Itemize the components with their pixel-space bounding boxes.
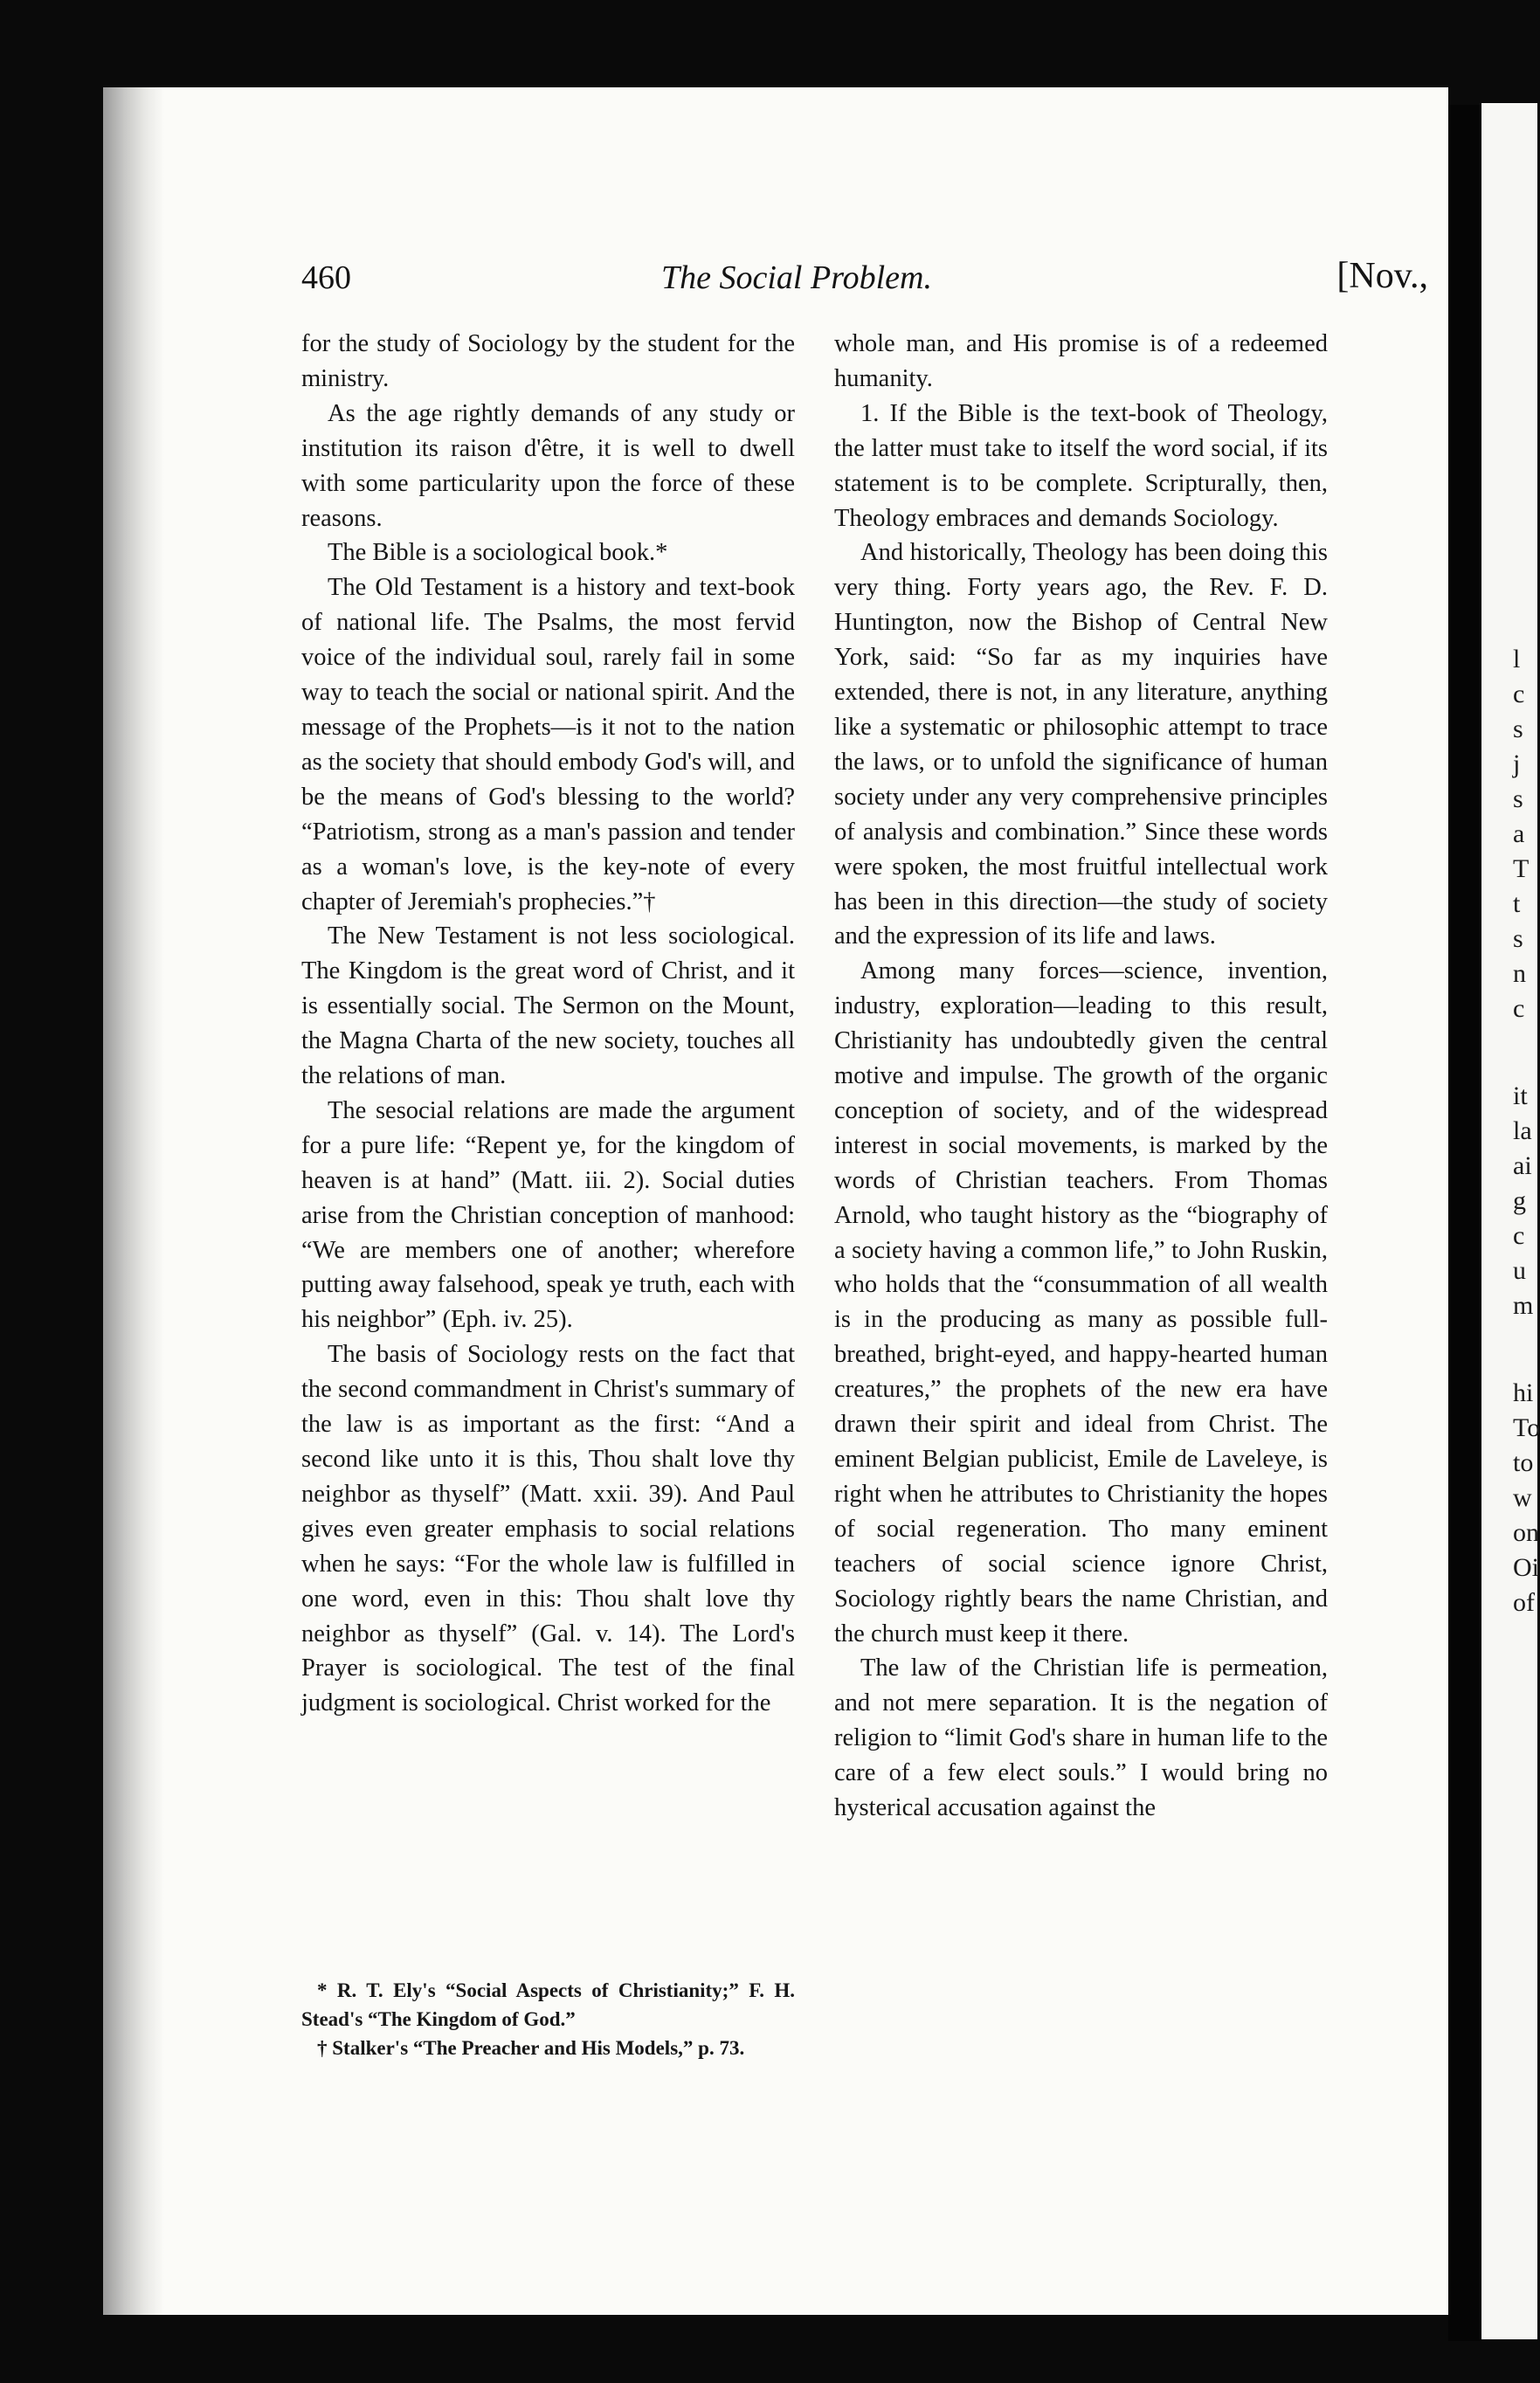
paragraph: The Old Testament is a history and text-book of national life. The Psalms, the most fervid voice of the individual soul, rarely fail in some way to teach the social or national spirit. And the message of the Prophets—is it not to the nation as the society that should embody God's will, and be the means of God's blessing to the world? “Patriotism, strong as a man's passion and tender as a woman's love, is the key-note of every chapter of Jeremiah's prophecies.”† bbox=[301, 574, 795, 915]
paragraph: for the study of Sociology by the student for the ministry. bbox=[301, 330, 795, 392]
next-page-text-fragment: a bbox=[1513, 819, 1525, 848]
next-page-text-fragment: m bbox=[1513, 1291, 1534, 1320]
page-edge bbox=[103, 87, 164, 2315]
next-page-text-fragment: T bbox=[1513, 854, 1530, 883]
running-title: The Social Problem. bbox=[661, 259, 932, 296]
next-page-text-fragment: ai bbox=[1513, 1151, 1532, 1180]
paragraph: As the age rightly demands of any study or institution its raison d'être, it is well to dwell with some particularity upon the force of these reasons. bbox=[301, 399, 795, 532]
next-page-text-fragment: g bbox=[1513, 1186, 1526, 1215]
next-page-text-fragment: s bbox=[1513, 784, 1523, 813]
paragraph: And historically, Theology has been doing this very thing. Forty years ago, the Rev. F. D. Huntington, now the Bishop of Central New York, said: “So far as my inquiries have extended, there is not, in any literature, anything like a systematic or philosophic attempt to trace the laws, or to unfold the significance of human society under any very comprehensive principles of analysis and combination.” Since these words were spoken, the most fruitful intellectual work has been in this direction—the study of society and the expression of its life and laws. bbox=[834, 539, 1328, 950]
page-number: 460 bbox=[301, 259, 351, 296]
running-header bbox=[301, 256, 1428, 302]
left-column bbox=[301, 327, 795, 1721]
next-page-text-fragment: t bbox=[1513, 889, 1521, 918]
next-page-text-fragment: of bbox=[1513, 1588, 1535, 1617]
next-page-text-fragment: j bbox=[1513, 749, 1521, 778]
right-column bbox=[834, 327, 1328, 1826]
footnote: * R. T. Ely's “Social Aspects of Christianity;” F. H. Stead's “The Kingdom of God.” bbox=[301, 1979, 795, 2030]
next-page-edge bbox=[1481, 103, 1540, 2339]
next-page-text-fragment: hi bbox=[1513, 1378, 1534, 1407]
next-page-text-fragment: l bbox=[1513, 645, 1521, 673]
footnotes bbox=[301, 1976, 795, 2062]
next-page-text-fragment: c bbox=[1513, 994, 1525, 1023]
paragraph: The basis of Sociology rests on the fact that the second commandment in Christ's summary of the law is as important as the first: “And a second like unto it is this, Thou shalt love thy neighbor as thyself” (Matt. xxii. 39). And Paul gives even greater emphasis to social relations when he says: “For the whole law is fulfilled in one word, even in this: Thou shalt love thy neighbor as thyself” (Gal. v. 14). The Lord's Prayer is sociological. The test of the final judgment is sociological. Christ worked for the bbox=[301, 1341, 795, 1717]
next-page-text-fragment: it bbox=[1513, 1081, 1528, 1110]
footnote: † Stalker's “The Preacher and His Models,” p. 73. bbox=[317, 2037, 745, 2059]
next-page-text-fragment: Oi bbox=[1513, 1553, 1539, 1582]
next-page-text-fragment: la bbox=[1513, 1116, 1532, 1145]
next-page-text-fragment: u bbox=[1513, 1256, 1526, 1285]
paragraph: The Bible is a sociological book.* bbox=[328, 539, 668, 567]
next-page-text-fragment: n bbox=[1513, 959, 1526, 988]
book-gutter bbox=[1448, 105, 1481, 2341]
paragraph: The New Testament is not less sociological. The Kingdom is the great word of Christ, and it is essentially social. The Sermon on the Mount, the Magna Charta of the new society, touches all the relations of man. bbox=[301, 922, 795, 1090]
paragraph: The law of the Christian life is permeation, and not mere separation. It is the negation of religion to “limit God's share in human life to the care of a few elect souls.” I would bring no hysterical accusation against the bbox=[834, 1654, 1328, 1822]
paragraph: The sesocial relations are made the argument for a pure life: “Repent ye, for the kingdom of heaven is at hand” (Matt. iii. 2). Social duties arise from the Christian conception of manhood: “We are members one of another; wherefore putting away falsehood, speak ye truth, each with his neighbor” (Eph. iv. 25). bbox=[301, 1096, 795, 1334]
next-page-text-fragment: c bbox=[1513, 1221, 1525, 1250]
paragraph: whole man, and His promise is of a redeemed humanity. bbox=[834, 330, 1328, 392]
next-page-text-fragment: c bbox=[1513, 680, 1525, 708]
next-page-text-fragment: s bbox=[1513, 924, 1523, 953]
header-month: [Nov., bbox=[1336, 256, 1428, 296]
paragraph: Among many forces—science, invention, industry, exploration—leading to this result, Christianity has undoubtedly given the central motive and impulse. The growth of the organic conception of society, and of the widespread interest in social movements, is marked by the words of Christian teachers. From Thomas Arnold, who taught history as the “biography of a society having a common life,” to John Ruskin, who holds that the “consummation of all wealth is in the producing as many as possible full-breathed, bright-eyed, and happy-hearted human creatures,” the prophets of the new era have drawn their spirit and ideal from Christ. The eminent Belgian publicist, Emile de Laveleye, is right when he attributes to Christianity the hopes of social regeneration. Tho many eminent teachers of social science ignore Christ, Sociology rightly bears the name Christian, and the church must keep it there. bbox=[834, 957, 1328, 1647]
next-page-text-fragment: on bbox=[1513, 1518, 1539, 1547]
paragraph: 1. If the Bible is the text-book of Theology, the latter must take to itself the word social, if its statement is to be complete. Scripturally, then, Theology embraces and demands Sociology. bbox=[834, 399, 1328, 532]
next-page-text-fragment: w bbox=[1513, 1483, 1532, 1512]
next-page-text-fragment: To bbox=[1513, 1413, 1540, 1442]
next-page-text-fragment: to bbox=[1513, 1448, 1534, 1477]
next-page-text-fragment: s bbox=[1513, 715, 1523, 743]
